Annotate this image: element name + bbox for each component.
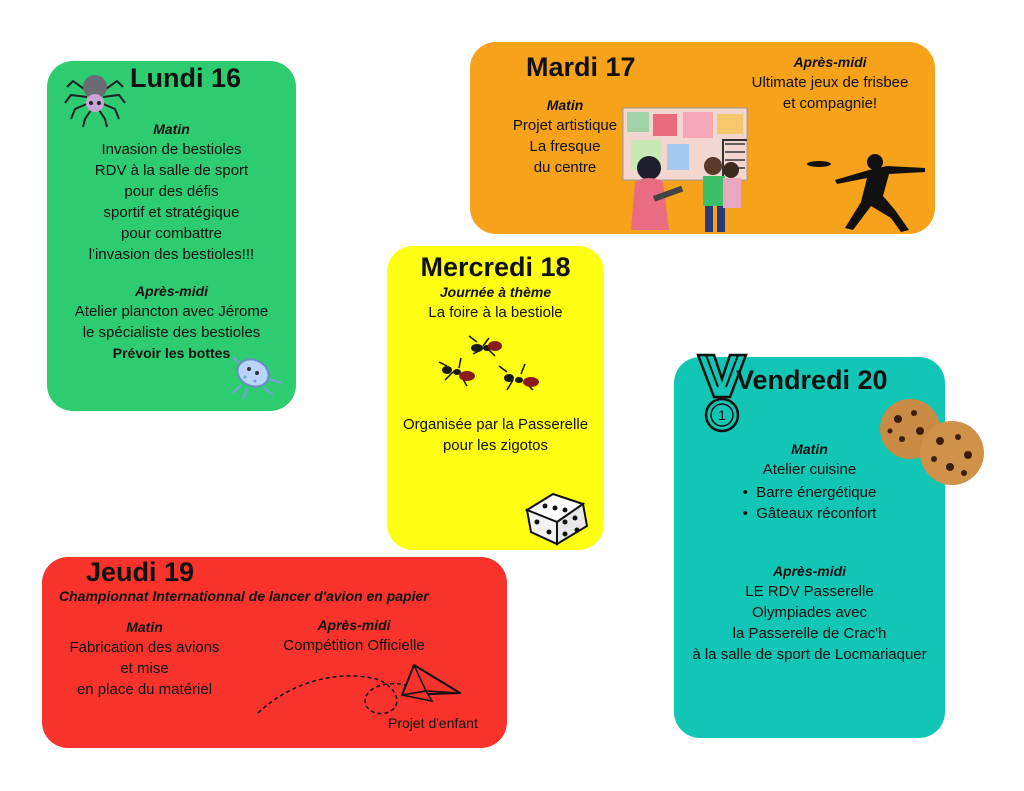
mercredi-line: Organisée par la Passerelle: [402, 416, 589, 433]
vendredi-matin: [674, 441, 945, 524]
lundi-apresmidi-line: Atelier plancton avec Jérome: [74, 303, 269, 320]
matin-label: Matin: [126, 619, 163, 635]
mercredi-line: pour les zigotos: [442, 437, 549, 454]
mardi-matin-line: Projet artistique: [512, 117, 618, 134]
day-title-vendredi: Vendredi 20: [736, 365, 888, 395]
mardi-matin-line: La fresque: [529, 138, 601, 155]
vendredi-apresmidi-line: la Passerelle de Crac'h: [732, 625, 887, 642]
mercredi-details: [387, 414, 604, 456]
vendredi-matin-line: Atelier cuisine: [762, 461, 857, 478]
day-title-mardi: Mardi 17: [526, 52, 636, 82]
matin-label: Matin: [546, 97, 584, 113]
day-title-jeudi: Jeudi 19: [86, 557, 195, 587]
bullet-text: Gâteaux réconfort: [756, 505, 877, 522]
lundi-matin-line: pour combattre: [121, 225, 222, 242]
lundi-matin-line: l'invasion des bestioles!!!: [88, 246, 255, 263]
apresmidi-label: Après-midi: [793, 54, 867, 70]
microbe-icon: [233, 351, 285, 406]
matin-label: Matin: [791, 441, 828, 457]
lundi-apresmidi-line: le spécialiste des bestioles: [82, 324, 261, 341]
jeudi-apresmidi: [264, 617, 444, 656]
lundi-matin-line: pour des défis: [124, 183, 219, 200]
vendredi-apresmidi-line: à la salle de sport de Locmariaquer: [692, 646, 927, 663]
card-jeudi: [42, 557, 507, 748]
bullet-item: • Gâteaux réconfort: [742, 505, 877, 522]
bullet-text: Barre énergétique: [756, 484, 877, 501]
theme-text: La foire à la bestiole: [428, 304, 563, 321]
mural-painting-illustration: [613, 100, 753, 239]
dice-icon: [523, 476, 597, 551]
vendredi-apresmidi: [674, 563, 945, 665]
matin-label: Matin: [153, 121, 190, 137]
apresmidi-label: Après-midi: [772, 563, 847, 579]
vendredi-apresmidi-line: LE RDV Passerelle: [745, 583, 874, 600]
mardi-apresmidi-line: Ultimate jeux de frisbee: [751, 74, 909, 91]
lundi-matin: [47, 121, 296, 265]
mardi-apresmidi: [725, 54, 935, 114]
jeudi-matin: [52, 619, 237, 700]
day-title-mercredi: Mercredi 18: [420, 252, 571, 282]
apresmidi-label: Après-midi: [317, 617, 391, 633]
jeudi-caption: Projet d'enfant: [388, 715, 478, 731]
card-vendredi: [674, 357, 945, 738]
jeudi-subtitle: Championnat Internationnal de lancer d'avion en papier: [59, 588, 429, 604]
ants-icon: [437, 336, 557, 411]
card-lundi: [47, 61, 296, 411]
jeudi-matin-line: en place du matériel: [76, 681, 213, 698]
card-mardi: [470, 42, 935, 234]
mercredi-theme: [387, 284, 604, 323]
mardi-matin-line: du centre: [533, 159, 597, 176]
lundi-matin-line: sportif et stratégique: [103, 204, 240, 221]
mardi-apresmidi-line: et compagnie!: [782, 95, 878, 112]
day-title-lundi: Lundi 16: [130, 63, 242, 93]
medal-number: 1: [718, 407, 726, 423]
vendredi-apresmidi-line: Olympiades avec: [751, 604, 868, 621]
apresmidi-label: Après-midi: [134, 283, 209, 299]
lundi-matin-line: Invasion de bestioles: [101, 141, 242, 158]
lundi-matin-line: RDV à la salle de sport: [94, 162, 249, 179]
theme-label: Journée à thème: [439, 284, 552, 300]
card-mercredi: [387, 246, 604, 550]
frisbee-player-icon: [805, 152, 945, 239]
jeudi-matin-line: Fabrication des avions: [69, 639, 220, 656]
jeudi-matin-line: et mise: [120, 660, 169, 677]
jeudi-apresmidi-line: Compétition Officielle: [283, 637, 425, 654]
lundi-note: Prévoir les bottes: [112, 345, 231, 361]
bullet-item: • Barre énergétique: [742, 484, 877, 501]
